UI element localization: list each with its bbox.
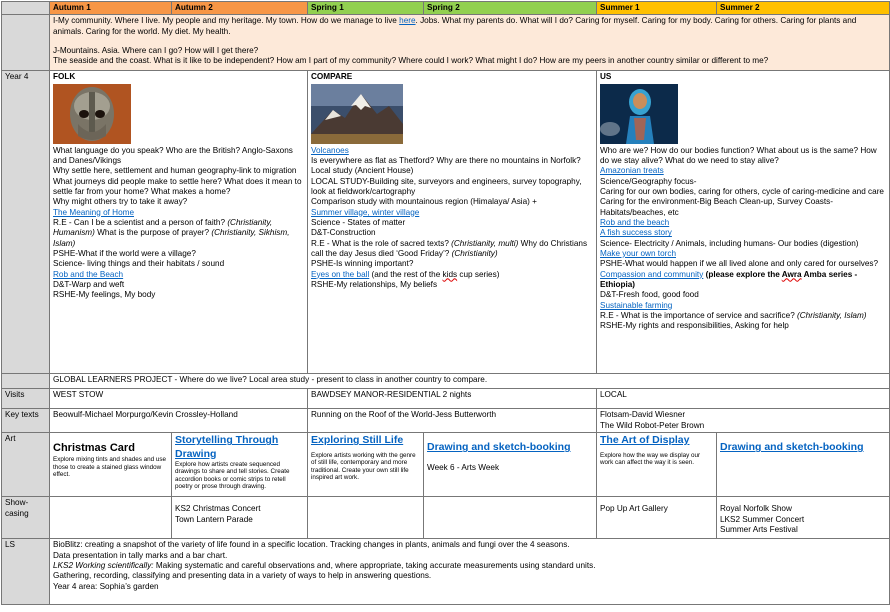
- folk-line: D&T-Warp and weft: [53, 279, 125, 289]
- term-spring-1: Spring 1: [308, 2, 424, 15]
- year4-row: [2, 71, 890, 374]
- compare-line: Local study (Ancient House): [311, 166, 414, 176]
- us-title: US: [600, 72, 612, 82]
- intro-row: [2, 15, 890, 71]
- ls-line: Year 4 area: Sophia’s garden: [53, 581, 159, 591]
- keytext-wild-robot: The Wild Robot-Peter Brown: [600, 420, 705, 430]
- us-question: Who are we? How do our bodies function? What about us is the same? How do we stay alive? What do we need to stay alive?: [600, 145, 877, 165]
- compare-line: Comparison study with mountainous region (Himalaya/ Asia) +: [311, 197, 537, 207]
- lks2-concert: LKS2 Summer Concert: [720, 514, 805, 524]
- drawing-sketch-link-2[interactable]: Drawing and sketch-booking: [720, 441, 864, 454]
- folk-line: Science- living things and their habitats / sound: [53, 259, 225, 269]
- ls-line: Making systematic and careful observations and, where appropriate, taking accurate measurements using standard units.: [153, 560, 596, 570]
- art-row: [2, 433, 890, 497]
- ls-line: BioBlitz: creating a snapshot of the variety of life found in a specific location. Tracking changes in plants, animals and fungi over the 4 seasons.: [53, 540, 570, 550]
- showcasing-row: [2, 497, 890, 539]
- art-display-desc: Explore how the way we display our work can affect the way it is seen.: [600, 451, 701, 467]
- us-line: Caring for our own bodies, caring for others, cycle of caring-medicine and care: [600, 186, 884, 196]
- showcasing-summer2: [717, 497, 890, 539]
- intro-side: [2, 15, 50, 71]
- art-christmas-card-desc: Explore mixing tints and shades and use those to create a stained glass window effect.: [53, 456, 167, 479]
- showcasing-spring1: [308, 497, 424, 539]
- compare-series-text: (and the rest of the: [369, 269, 443, 279]
- art-christmas-card-title: Christmas Card: [53, 442, 135, 455]
- showcasing-autumn1: [50, 497, 172, 539]
- us-awra-word: Awra: [781, 269, 802, 279]
- art-still-life-desc: Explore artists working with the genre of still life, contemporary and more traditional. Create your own still life inspired art work.: [311, 451, 416, 482]
- helmet-image: [53, 84, 131, 144]
- folk-cell: [50, 71, 308, 374]
- showcasing-spring2: [424, 497, 597, 539]
- us-cell: [597, 71, 890, 374]
- compare-re: R.E - What is the role of sacred texts?: [311, 238, 452, 248]
- us-rshe: RSHE-My rights and responsibilities, Asking for help: [600, 321, 789, 331]
- showcasing-autumn2: [172, 497, 308, 539]
- here-link[interactable]: here: [399, 16, 416, 26]
- norfolk-show: Royal Norfolk Show: [720, 504, 792, 514]
- keytexts-label: Key texts: [2, 409, 50, 433]
- us-awra-note: (please explore the: [703, 269, 782, 279]
- amazonian-treats-link[interactable]: Amazonian treats: [600, 166, 664, 176]
- folk-line: RSHE-My feelings, My body: [53, 290, 156, 300]
- visits-summer: LOCAL: [597, 389, 890, 409]
- rob-and-the-beach-link[interactable]: Rob and the Beach: [53, 269, 124, 279]
- fish-success-story-link[interactable]: A fish success story: [600, 228, 672, 238]
- art-summer2: [717, 433, 890, 497]
- folk-line: Why might others try to take it away?: [53, 197, 188, 207]
- ks2-concert: KS2 Christmas Concert: [175, 504, 261, 514]
- compare-re-it-2: (Christianity): [451, 248, 498, 258]
- showcasing-label: Show-casing: [2, 497, 50, 539]
- intro-text-2: . Jobs. What my parents do. What will I do? Caring for myself. Caring for my body. Caring for others. Caring for plants and animals. Caring for the world. My diet. My health.: [53, 16, 857, 36]
- us-science: Science- Electricity / Animals, including humans- Our bodies (digestion): [600, 238, 859, 248]
- compare-series-text-2: cup series): [457, 269, 500, 279]
- keytexts-spring: Running on the Roof of the World-Jess Butterworth: [308, 409, 597, 433]
- eyes-on-the-ball-link[interactable]: Eyes on the ball: [311, 269, 370, 279]
- body-image: [600, 84, 678, 144]
- intro-j-line: J-Mountains. Asia. Where can I go? How will I get there?: [53, 45, 259, 55]
- ls-label: LS: [2, 539, 50, 605]
- art-label: Art: [2, 433, 50, 497]
- intro-seaside-line: The seaside and the coast. What is it like to be independent? How am I part of my community? Where could I work? What might I do? How are my peers in another country similar or different to me?: [53, 56, 769, 66]
- us-re-it: (Christianity, Islam): [797, 310, 867, 320]
- global-row: [2, 374, 890, 389]
- keytext-flotsam: Flotsam-David Wiesner: [600, 410, 686, 420]
- term-summer-2: Summer 2: [717, 2, 890, 15]
- header-corner: [2, 2, 50, 15]
- compare-title: COMPARE: [311, 72, 353, 82]
- compare-line: D&T-Construction: [311, 228, 376, 238]
- ls-row: [2, 539, 890, 605]
- compare-rshe: RSHE-My relationships, My beliefs: [311, 279, 438, 289]
- visits-label: Visits: [2, 389, 50, 409]
- still-life-link[interactable]: Exploring Still Life: [311, 434, 404, 447]
- compare-pshe: PSHE-Is winning important?: [311, 259, 414, 269]
- folk-line: Why settle here, settlement and human geography-link to migration: [53, 166, 297, 176]
- global-side: [2, 374, 50, 389]
- visits-spring: BAWDSEY MANOR-RESIDENTIAL 2 nights: [308, 389, 597, 409]
- us-pshe: PSHE-What would happen if we all lived alone and only cared for ourselves?: [600, 259, 879, 269]
- keytexts-row: [2, 409, 890, 433]
- folk-title: FOLK: [53, 72, 76, 82]
- meaning-of-home-link[interactable]: The Meaning of Home: [53, 207, 135, 217]
- ls-line: Data presentation in tally marks and a bar chart.: [53, 550, 228, 560]
- pop-up-gallery: Pop Up Art Gallery: [600, 504, 668, 514]
- ls-line: Gathering, recording, classifying and presenting data in a variety of ways to help in answering questions.: [53, 571, 432, 581]
- volcanoes-link[interactable]: Volcanoes: [311, 145, 349, 155]
- folk-line: What journeys did people make to settle here? What does it mean to settle far from your home? What makes a home?: [53, 176, 302, 196]
- folk-re-it: (Christianity, Humanism): [53, 217, 273, 238]
- intro-text: I-My community. Where I live. My people and my heritage. My town. How do we manage to live: [53, 16, 400, 26]
- term-autumn-1: Autumn 1: [50, 2, 172, 15]
- sustainable-farming-link[interactable]: Sustainable farming: [600, 300, 673, 310]
- folk-line: PSHE-What if the world were a village?: [53, 248, 196, 258]
- global-project: GLOBAL LEARNERS PROJECT - Where do we live? Local area study - present to class in another country to compare.: [50, 374, 890, 389]
- term-autumn-2: Autumn 2: [172, 2, 308, 15]
- us-re: R.E - What is the importance of service and sacrifice?: [600, 310, 798, 320]
- us-line: Science/Geography focus-: [600, 176, 697, 186]
- compare-re-2: Why do Christians call the day Jesus died ‘Good Friday’?: [311, 238, 588, 258]
- folk-re: R.E - Can I be a scientist and a person of faith?: [53, 217, 228, 227]
- art-autumn1: [50, 433, 172, 497]
- term-header-row: [2, 2, 890, 15]
- ls-working-scientifically: LKS2 Working scientifically:: [53, 560, 154, 570]
- art-spring2: [424, 433, 597, 497]
- curriculum-table: [1, 1, 890, 605]
- compare-cell: [308, 71, 597, 374]
- term-summer-1: Summer 1: [597, 2, 717, 15]
- compassion-and-community-link[interactable]: Compassion and community: [600, 269, 704, 279]
- compare-kids-text: kids: [442, 269, 458, 279]
- lantern-parade: Town Lantern Parade: [175, 514, 253, 524]
- us-awra-note-2: Amba series - Ethiopia): [600, 269, 858, 289]
- visits-row: [2, 389, 890, 409]
- compare-re-it: (Christianity, multi): [451, 238, 519, 248]
- storytelling-link[interactable]: Storytelling Through Drawing: [175, 434, 279, 460]
- term-spring-2: Spring 2: [424, 2, 597, 15]
- art-autumn2: [172, 433, 308, 497]
- art-summer1: [597, 433, 717, 497]
- rob-and-the-beach-link-2[interactable]: Rob and the beach: [600, 217, 670, 227]
- arts-week-text: Week 6 - Arts Week: [427, 462, 500, 472]
- compare-line: Is everywhere as flat as Thetford? Why are there no mountains in Norfolk?: [311, 155, 581, 165]
- art-storytelling-desc: Explore how artists create sequenced drawings to share and tell stories. Create accordion books or comic strips to retell poetry or prose through drawing.: [175, 460, 290, 491]
- showcasing-summer1: [597, 497, 717, 539]
- compare-line: Science - States of matter: [311, 217, 406, 227]
- year4-label: Year 4: [2, 71, 50, 374]
- art-spring1: [308, 433, 424, 497]
- folk-re-2: What is the purpose of prayer?: [94, 228, 212, 238]
- keytexts-autumn: Beowulf-Michael Morpurgo/Kevin Crossley-Holland: [50, 409, 308, 433]
- intro-cell: [50, 15, 890, 71]
- keytexts-summer: [597, 409, 890, 433]
- folk-re-it-2: (Christianity, Sikhism, Islam): [53, 228, 290, 248]
- us-line: Caring for the environment-Big Beach Clean-up, Survey Coasts-Habitats/beaches, etc: [600, 197, 833, 217]
- art-of-display-link[interactable]: The Art of Display: [600, 434, 690, 447]
- mountain-image: [311, 84, 403, 144]
- make-your-own-torch-link[interactable]: Make your own torch: [600, 248, 676, 258]
- arts-festival: Summer Arts Festival: [720, 524, 798, 534]
- visits-autumn: WEST STOW: [50, 389, 308, 409]
- folk-line: What language do you speak? Who are the British? Anglo-Saxons and Danes/Vikings: [53, 145, 293, 165]
- ls-cell: [50, 539, 890, 605]
- summer-village-link[interactable]: Summer village, winter village: [311, 207, 420, 217]
- drawing-sketch-link[interactable]: Drawing and sketch-booking: [427, 441, 571, 454]
- compare-line: LOCAL STUDY-Building site, surveyors and engineers, survey topography, look at fieldwork/cartography: [311, 176, 582, 196]
- us-dt: D&T-Fresh food, good food: [600, 290, 699, 300]
